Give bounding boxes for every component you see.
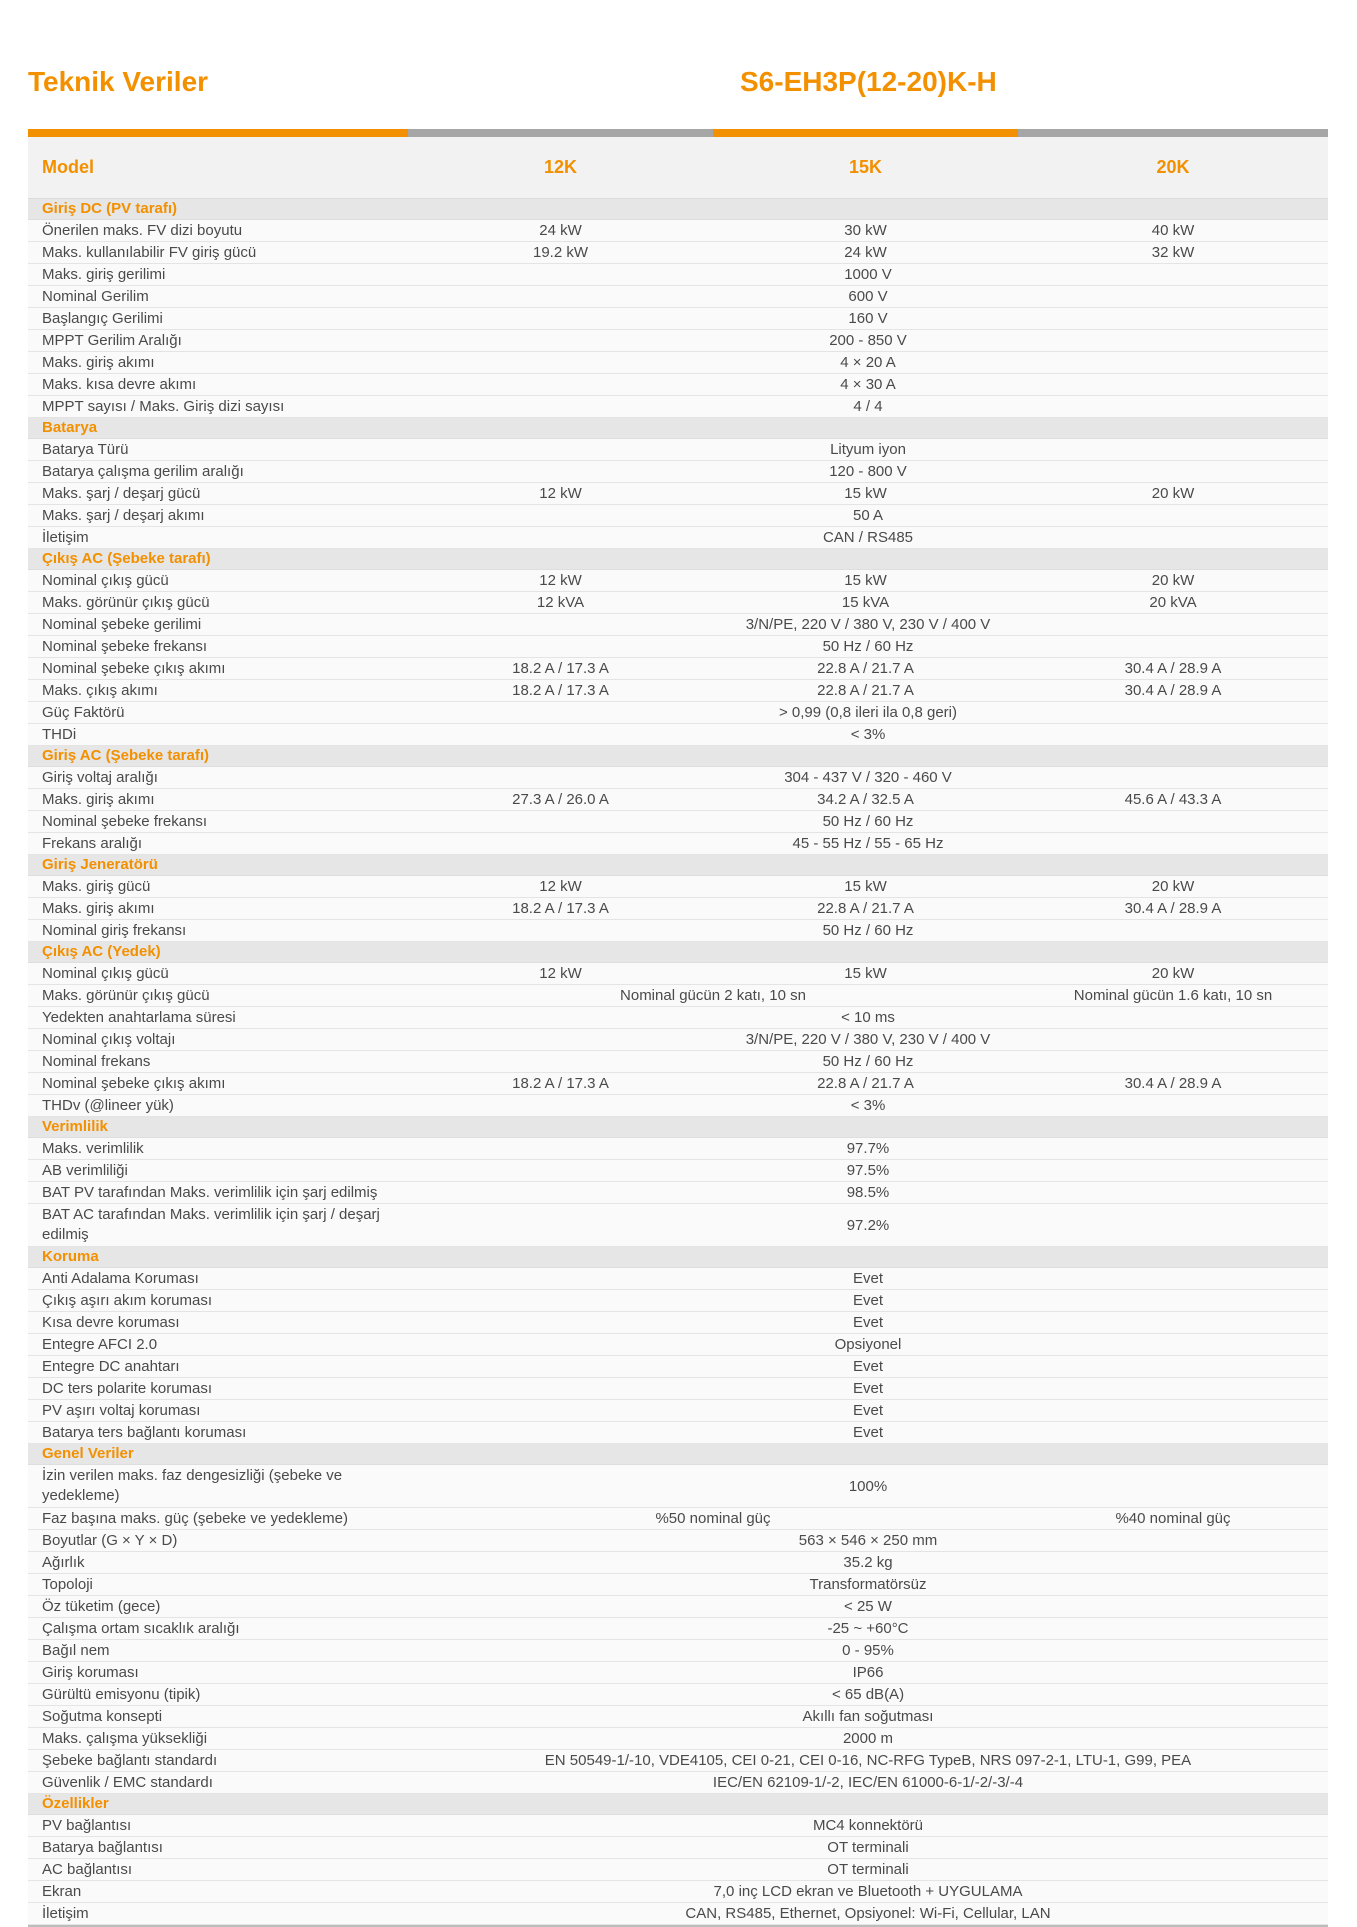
row-label: THDi [42,725,77,743]
table-row [28,439,1328,461]
row-value: 18.2 A / 17.3 A [512,660,609,677]
row-label: Maks. giriş akımı [42,353,155,371]
row-value: 12 kVA [536,594,585,611]
row-value: < 3% [850,726,886,743]
row-label: Batarya ters bağlantı koruması [42,1423,247,1441]
row-label: BAT AC tarafından Maks. verimlilik için şarj / deşarj edilmiş [42,1206,380,1243]
table-row [28,1160,1328,1182]
col-header-15k: 15K [848,157,883,177]
row-label: Maks. çalışma yüksekliği [42,1729,208,1747]
section-header: Özellikler [28,1794,1328,1815]
table-row [28,1051,1328,1073]
table-row [28,1290,1328,1312]
row-value: 35.2 kg [843,1554,893,1571]
row-label: Topoloji [42,1575,93,1593]
table-row [28,1400,1328,1422]
row-value: Evet [852,1358,883,1375]
row-value: 22.8 A / 21.7 A [817,900,914,917]
row-value: 160 V [848,310,888,327]
accent-bar [28,129,408,137]
col-header-20k: 20K [1156,157,1190,177]
row-label: MPPT sayısı / Maks. Giriş dizi sayısı [42,397,285,415]
table-row [28,702,1328,724]
table-row [28,505,1328,527]
row-label: Entegre AFCI 2.0 [42,1335,158,1353]
row-value: 19.2 kW [532,244,589,261]
row-label: Ağırlık [42,1553,85,1571]
section-header: Giriş AC (Şebeke tarafı) [28,746,1328,767]
row-value: Evet [852,1292,883,1309]
row-label: Nominal şebeke frekansı [42,637,208,655]
table-row [28,876,1328,898]
row-value: Evet [852,1380,883,1397]
table-row [28,1706,1328,1728]
row-value: 200 - 850 V [829,332,907,349]
row-label: Gürültü emisyonu (tipik) [42,1685,201,1703]
table-row [28,570,1328,592]
row-label: Maks. verimlilik [42,1139,144,1157]
row-value: EN 50549-1/-10, VDE4105, CEI 0-21, CEI 0-16, NC-RFG TypeB, NRS 097-2-1, LTU-1, G99, PEA [544,1752,1192,1769]
table-row [28,1903,1328,1925]
table-row [28,1465,1328,1508]
row-value: 20 kW [1151,878,1195,895]
row-label: Boyutlar (G × Y × D) [42,1531,178,1549]
table-row [28,898,1328,920]
table-row [28,1684,1328,1706]
row-label: Öz tüketim (gece) [42,1597,161,1615]
row-label: Çıkış aşırı akım koruması [42,1291,213,1309]
table-row [28,1268,1328,1290]
section-header: Koruma [28,1247,1328,1268]
row-value: 20 kW [1151,485,1195,502]
accent-bar [408,129,713,137]
row-value: 4 × 20 A [840,354,896,371]
row-label: Nominal şebeke çıkış akımı [42,659,226,677]
row-label: MPPT Gerilim Aralığı [42,331,182,349]
table-row [28,1640,1328,1662]
row-value: 27.3 A / 26.0 A [512,791,609,808]
table-row [28,1552,1328,1574]
row-value: 3/N/PE, 220 V / 380 V, 230 V / 400 V [745,616,991,633]
row-label: Güç Faktörü [42,703,125,721]
row-value: Evet [852,1424,883,1441]
row-label: DC ters polarite koruması [42,1379,213,1397]
row-value: 12 kW [539,878,582,895]
table-row [28,680,1328,702]
table-row [28,1750,1328,1772]
row-value: 30.4 A / 28.9 A [1124,1075,1222,1092]
row-label: Nominal Gerilim [42,287,149,305]
page-title: Teknik Veriler [28,66,209,97]
row-label: Maks. giriş akımı [42,790,155,808]
col-header-12k: 12K [543,157,578,177]
row-value: IP66 [852,1664,884,1681]
row-label: Faz başına maks. güç (şebeke ve yedekleme) [42,1509,348,1527]
table-row [28,767,1328,789]
row-value: 15 kW [844,572,887,589]
row-value: 30.4 A / 28.9 A [1124,682,1222,699]
row-value: %50 nominal güç [655,1510,771,1527]
row-label: Güvenlik / EMC standardı [42,1773,213,1791]
table-row [28,286,1328,308]
row-value: Nominal gücün 1.6 katı, 10 sn [1073,987,1273,1004]
row-value: CAN, RS485, Ethernet, Opsiyonel: Wi-Fi, Cellular, LAN [685,1905,1051,1922]
row-value: Lityum iyon [830,441,906,458]
row-label: Maks. çıkış akımı [42,681,158,699]
row-value: 12 kW [539,572,582,589]
table-row [28,1772,1328,1794]
row-label: İletişim [42,528,89,546]
row-label: Maks. görünür çıkış gücü [42,593,210,611]
section-header: Çıkış AC (Yedek) [28,942,1328,963]
row-value: 20 kVA [1149,594,1197,611]
table-row [28,242,1328,264]
model-label: Model [42,157,94,177]
table-row [28,1422,1328,1444]
row-value: 563 × 546 × 250 mm [798,1532,938,1549]
model-title: S6-EH3P(12-20)K-H [740,66,997,97]
row-label: İzin verilen maks. faz dengesizliği (şebeke ve yedekleme) [42,1467,343,1504]
row-label: Giriş koruması [42,1663,139,1681]
row-value: 15 kVA [841,594,890,611]
table-row [28,1837,1328,1859]
row-label: Nominal şebeke frekansı [42,812,208,830]
table-row [28,1662,1328,1684]
row-value: > 0,99 (0,8 ileri ila 0,8 geri) [778,704,957,721]
row-value: 3/N/PE, 220 V / 380 V, 230 V / 400 V [745,1031,991,1048]
row-label: Entegre DC anahtarı [42,1357,180,1375]
row-value: 40 kW [1151,222,1195,239]
table-row [28,330,1328,352]
row-value: 30.4 A / 28.9 A [1124,900,1222,917]
row-label: Nominal çıkış gücü [42,571,169,589]
accent-bar [713,129,1018,137]
row-label: PV bağlantısı [42,1816,132,1834]
row-value: 32 kW [1151,244,1195,261]
row-label: Çalışma ortam sıcaklık aralığı [42,1619,240,1637]
row-label: Maks. şarj / deşarj akımı [42,506,205,524]
row-label: BAT PV tarafından Maks. verimlilik için şarj edilmiş [42,1183,378,1201]
table-row [28,1574,1328,1596]
row-label: Batarya Türü [42,440,129,458]
row-value: Evet [852,1402,883,1419]
header-accent-bars [28,129,1328,137]
row-value: 45 - 55 Hz / 55 - 65 Hz [792,835,944,852]
row-value: 7,0 inç LCD ekran ve Bluetooth + UYGULAMA [713,1883,1023,1900]
spec-table [28,129,1328,1927]
row-label: Bağıl nem [42,1641,110,1659]
table-body [28,199,1328,1925]
row-value: 15 kW [844,878,887,895]
row-value: 20 kW [1151,572,1195,589]
row-value: < 10 ms [841,1009,895,1026]
table-row [28,1138,1328,1160]
table-row [28,1378,1328,1400]
table-row [28,374,1328,396]
row-label: Şebeke bağlantı standardı [42,1751,218,1769]
table-row [28,1815,1328,1837]
row-label: Nominal giriş frekansı [42,921,187,939]
row-label: Önerilen maks. FV dizi boyutu [42,221,243,239]
row-label: Maks. giriş gerilimi [42,265,166,283]
row-value: %40 nominal güç [1115,1510,1231,1527]
row-value: Evet [852,1270,883,1287]
table-row [28,1007,1328,1029]
table-row [28,920,1328,942]
row-value: < 65 dB(A) [831,1686,905,1703]
table-row [28,811,1328,833]
row-value: Akıllı fan soğutması [802,1708,934,1725]
table-row [28,1073,1328,1095]
accent-bar [1018,129,1328,137]
section-header: Genel Veriler [28,1444,1328,1465]
table-row [28,527,1328,549]
row-label: Nominal frekans [42,1052,151,1070]
table-row [28,1618,1328,1640]
table-row [28,1356,1328,1378]
section-header: Giriş DC (PV tarafı) [28,199,1328,220]
row-label: Nominal çıkış voltajı [42,1030,176,1048]
table-row [28,636,1328,658]
row-value: 15 kW [844,965,887,982]
row-value: 50 Hz / 60 Hz [822,638,914,655]
row-value: Nominal gücün 2 katı, 10 sn [620,987,806,1004]
row-value: 22.8 A / 21.7 A [817,660,914,677]
section-header: Batarya [28,418,1328,439]
row-value: 50 Hz / 60 Hz [822,1053,914,1070]
table-row [28,614,1328,636]
row-value: 20 kW [1151,965,1195,982]
row-label: Batarya çalışma gerilim aralığı [42,462,244,480]
table-row [28,352,1328,374]
table-row [28,789,1328,811]
table-row [28,1182,1328,1204]
row-value: 50 Hz / 60 Hz [822,922,914,939]
row-label: Başlangıç Gerilimi [42,309,163,327]
table-row [28,833,1328,855]
section-header: Giriş Jeneratörü [28,855,1328,876]
row-value: OT terminali [827,1839,909,1856]
row-value: < 25 W [844,1598,892,1615]
row-value: 12 kW [539,485,582,502]
table-row [28,1859,1328,1881]
table-row [28,1312,1328,1334]
table-row [28,1728,1328,1750]
table-row [28,592,1328,614]
row-label: Giriş voltaj aralığı [42,768,158,786]
row-value: 24 kW [539,222,582,239]
table-row [28,264,1328,286]
row-label: Batarya bağlantısı [42,1838,163,1856]
row-value: IEC/EN 62109-1/-2, IEC/EN 61000-6-1/-2/-3/-4 [712,1774,1024,1791]
row-label: Nominal şebeke gerilimi [42,615,202,633]
row-value: 18.2 A / 17.3 A [512,1075,609,1092]
table-row [28,308,1328,330]
row-value: Opsiyonel [834,1336,902,1353]
row-value: 2000 m [842,1730,894,1747]
row-value: 45.6 A / 43.3 A [1124,791,1222,808]
row-label: Yedekten anahtarlama süresi [42,1008,236,1026]
row-value: 4 × 30 A [840,376,896,393]
row-value: 18.2 A / 17.3 A [512,900,609,917]
row-label: AC bağlantısı [42,1860,133,1878]
table-row [28,724,1328,746]
row-value: 100% [848,1477,888,1495]
row-label: Anti Adalama Koruması [42,1269,199,1287]
row-value: 22.8 A / 21.7 A [817,1075,914,1092]
table-header [28,137,1328,199]
row-label: Nominal şebeke çıkış akımı [42,1074,226,1092]
row-value: 34.2 A / 32.5 A [817,791,914,808]
table-row [28,1204,1328,1247]
section-header: Verimlilik [28,1117,1328,1138]
row-label: Ekran [42,1882,82,1900]
table-row [28,1508,1328,1530]
row-value: 50 Hz / 60 Hz [822,813,914,830]
table-row [28,1530,1328,1552]
table-row [28,985,1328,1007]
row-value: 97.7% [846,1140,890,1157]
row-label: Maks. kısa devre akımı [42,375,197,393]
row-value: 1000 V [844,266,892,283]
row-value: 30.4 A / 28.9 A [1124,660,1222,677]
row-value: 600 V [848,288,888,305]
row-label: Maks. giriş gücü [42,877,151,895]
row-value: 12 kW [539,965,582,982]
row-label: Maks. şarj / deşarj gücü [42,484,201,502]
row-value: Transformatörsüz [809,1576,927,1593]
row-value: 4 / 4 [853,398,883,415]
table-row [28,1095,1328,1117]
row-value: OT terminali [827,1861,909,1878]
table-row [28,1881,1328,1903]
table-row [28,658,1328,680]
row-label: Maks. görünür çıkış gücü [42,986,210,1004]
row-value: 24 kW [844,244,887,261]
row-label: Soğutma konsepti [42,1707,163,1725]
row-label: Maks. kullanılabilir FV giriş gücü [42,243,257,261]
row-label: Kısa devre koruması [42,1313,180,1331]
row-label: Frekans aralığı [42,834,143,852]
row-value: 22.8 A / 21.7 A [817,682,914,699]
section-header: Çıkış AC (Şebeke tarafı) [28,549,1328,570]
row-value: 304 - 437 V / 320 - 460 V [784,769,952,786]
row-value: 50 A [852,507,884,524]
row-label: PV aşırı voltaj koruması [42,1401,201,1419]
row-label: Maks. giriş akımı [42,899,155,917]
row-value: 0 - 95% [842,1642,894,1659]
row-value: < 3% [850,1097,886,1114]
row-label: THDv (@lineer yük) [42,1096,174,1114]
row-value: MC4 konnektörü [812,1817,924,1834]
row-value: 98.5% [846,1184,890,1201]
table-row [28,1596,1328,1618]
table-row [28,461,1328,483]
row-value: Evet [852,1314,883,1331]
row-value: 97.5% [846,1162,890,1179]
table-row [28,220,1328,242]
row-label: AB verimliliği [42,1161,128,1179]
row-value: 15 kW [844,485,887,502]
table-row [28,963,1328,985]
table-row [28,1029,1328,1051]
row-label: Nominal çıkış gücü [42,964,169,982]
table-row [28,1334,1328,1356]
row-value: -25 ~ +60°C [827,1620,909,1637]
row-value: 120 - 800 V [829,463,907,480]
table-row [28,483,1328,505]
row-label: İletişim [42,1904,89,1922]
row-value: 18.2 A / 17.3 A [512,682,609,699]
table-row [28,396,1328,418]
row-value: 30 kW [844,222,887,239]
row-value: 97.2% [846,1216,890,1234]
row-value: CAN / RS485 [822,529,914,546]
